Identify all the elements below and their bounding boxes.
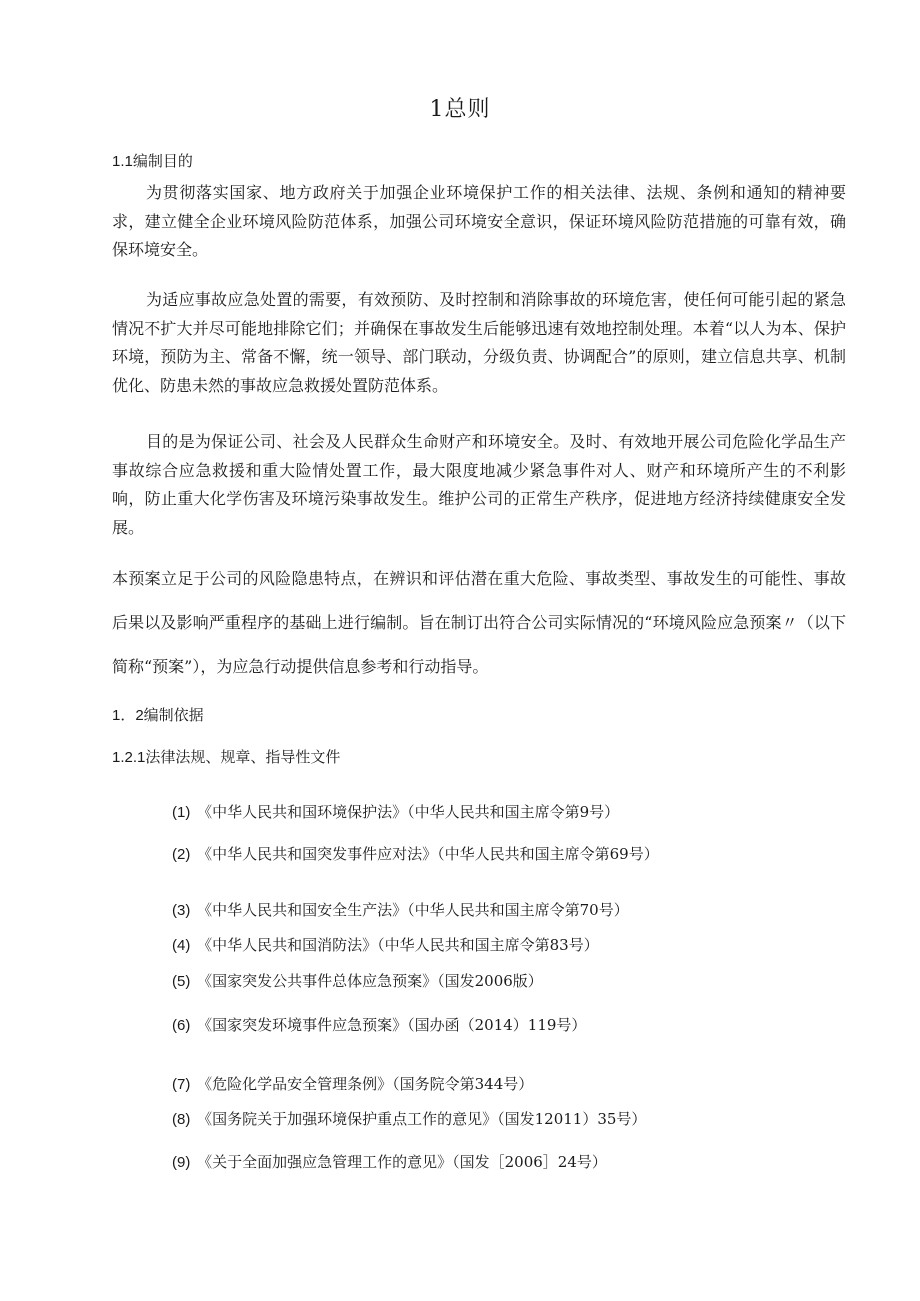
law-item-number: (5) (172, 973, 191, 990)
law-item-number: (3) (172, 902, 191, 919)
law-list-item (172, 1108, 646, 1129)
paragraph-purpose-2: 为适应事故应急处置的需要，有效预防、及时控制和消除事故的环境危害，使任何可能引起的紧急情况不扩大并尽可能地排除它们；并确保在事故发生后能够迅速有效地控制处理。本着“以人为本、保护环境，预防为主、常备不懈，统一领导、部门联动，分级负责、协调配合”的原则，建立信息共享、机制优化、防患未然的事故应急救援处置防范体系。 (112, 290, 846, 395)
section-heading-1-1: 1.1编制目的 (112, 153, 193, 170)
law-item-number: (6) (172, 1017, 191, 1034)
section-heading-1-2-1: 1.2.1法律法规、规章、指导性文件 (112, 749, 341, 766)
law-list-item (172, 934, 599, 955)
law-list-item (172, 1151, 607, 1172)
paragraph-purpose-3: 目的是为保证公司、社会及人民群众生命财产和环境安全。及时、有效地开展公司危险化学品生产事故综合应急救援和重大险情处置工作，最大限度地减少紧急事件对人、财产和环境所产生的不利影响，防止重大化学伤害及环境污染事故发生。维护公司的正常生产秩序，促进地方经济持续健康安全发展。 (112, 432, 846, 537)
law-list-item (172, 843, 659, 864)
law-item-number: (2) (172, 846, 191, 863)
law-item-text: 《国家突发公共事件总体应急预案》（国发2006版） (197, 972, 543, 990)
law-item-number: (1) (172, 804, 191, 821)
law-item-text: 《中华人民共和国环境保护法》（中华人民共和国主席令第9号） (197, 803, 620, 821)
law-item-text: 《国家突发环境事件应急预案》（国办函（2014）119号） (197, 1016, 587, 1034)
law-item-number: (9) (172, 1154, 191, 1171)
law-item-text: 《中华人民共和国突发事件应对法》（中华人民共和国主席令第69号） (197, 845, 659, 863)
law-item-text: 《国务院关于加强环境保护重点工作的意见》（国发12011）35号） (197, 1110, 647, 1128)
paragraph-purpose-1: 为贯彻落实国家、地方政府关于加强企业环境保护工作的相关法律、法规、条例和通知的精神要求，建立健全企业环境风险防范体系，加强公司环境安全意识，保证环境风险防范措施的可靠有效，确保环境安全。 (112, 183, 846, 259)
law-item-text: 《危险化学品安全管理条例》（国务院令第344号） (197, 1075, 534, 1093)
law-item-text: 《中华人民共和国安全生产法》（中华人民共和国主席令第70号） (197, 901, 629, 919)
law-list-item (172, 801, 619, 822)
law-item-text: 《关于全面加强应急管理工作的意见》（国发［2006］24号） (197, 1153, 607, 1171)
law-item-number: (8) (172, 1111, 191, 1128)
law-list-item (172, 970, 543, 991)
paragraph-purpose-4: 本预案立足于公司的风险隐患特点，在辨识和评估潜在重大危险、事故类型、事故发生的可能性、事故后果以及影响严重程序的基础上进行编制。旨在制订出符合公司实际情况的“环境风险应急预案〃（以下简称“预案”），为应急行动提供信息参考和行动指导。 (112, 569, 846, 676)
law-list-item (172, 1014, 586, 1035)
law-list-item (172, 899, 629, 920)
law-item-text: 《中华人民共和国消防法》（中华人民共和国主席令第83号） (197, 936, 599, 954)
law-item-number: (4) (172, 937, 191, 954)
chapter-title: 1总则 (429, 97, 491, 122)
law-item-number: (7) (172, 1076, 191, 1093)
section-heading-1-2: 1．2编制依据 (112, 707, 204, 724)
law-list-item (172, 1073, 533, 1094)
